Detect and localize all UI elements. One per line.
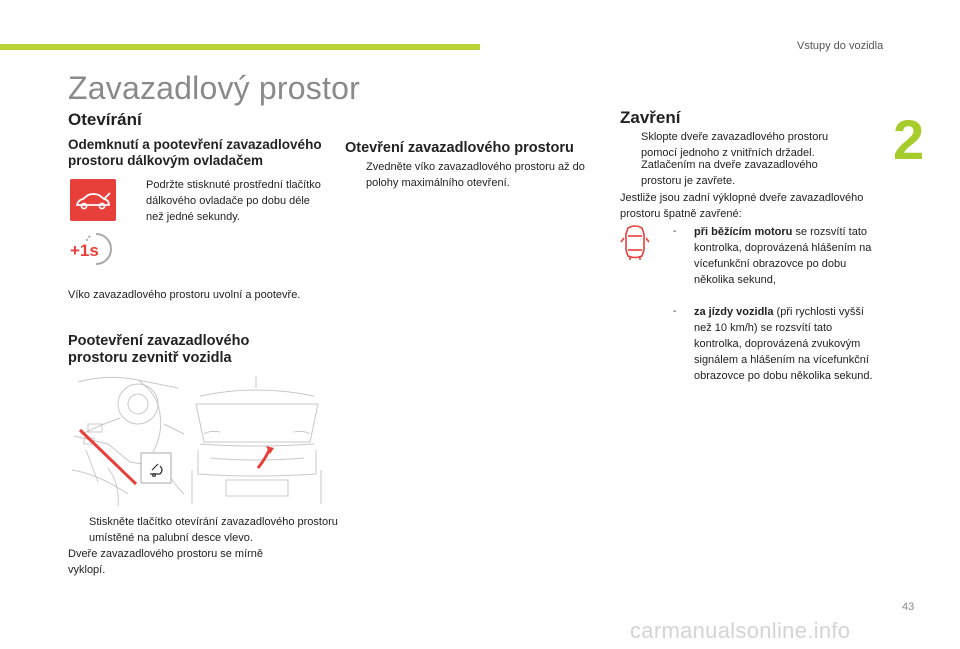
trunk-open-warning-icon [620,224,650,260]
car-rear-illustration [190,374,323,508]
remote-bullet-text: Podržte stisknuté prostřední tlačítko dálkového ovladače po dobu déle než jedné sekundy. [146,179,321,223]
closing-case-2-rest: (při rychlosti vyšší než 10 km/h) se rozsvítí tato kontrolka, doprovázená zvukovým signálem a hlášením na vícefunkční obrazovce po dobu několika sekund. [694,306,873,382]
heading-inside-line2: prostoru zevnitř vozidla [68,349,232,366]
closing-case-2 [673,304,873,384]
closing-bullet-2 [620,157,860,189]
closing-bullet-2-text: Zatlačením na dveře zavazadlového prostoru je zavřete. [641,159,818,187]
heading-remote-opening [68,137,338,169]
remote-bullet [125,177,330,225]
closing-case-2-text [673,304,873,384]
section-title: Vstupy do vozidla [797,40,884,52]
full-opening-bullet-text: Zvedněte víko zavazadlového prostoru až do polohy maximálního otevření. [366,161,585,189]
closing-warning-intro: Jestliže jsou zadní výklopné dveře zavazadlového prostoru špatně zavřené: [620,192,864,220]
dash-marker: - [673,306,677,317]
hold-1s-icon-text: +1s [70,241,99,260]
closing-case-2-bold: za jízdy vozidla [694,306,774,318]
closing-case-1-bold: při běžícím motoru [694,226,793,238]
closing-bullet-1-text: Sklopte dveře zavazadlového prostoru pomocí jednoho z vnitřních držadel. [641,131,829,159]
chapter-number: 2 [893,108,925,171]
watermark: carmanualsonline.info [630,618,851,643]
inside-result-text: Dveře zavazadlového prostoru se mírně vyklopí. [68,548,264,576]
remote-result-text: Víko zavazadlového prostoru uvolní a pootevře. [68,289,301,301]
page-number: 43 [902,601,915,613]
heading-inside-line1: Pootevření zavazadlového [68,333,250,349]
inside-bullet-text: Stiskněte tlačítko otevírání zavazadlového prostoru umístěné na palubní desce vlevo. [89,516,338,544]
page-title: Zavazadlový prostor [68,70,360,106]
heading-remote-line1: Odemknutí a pootevření zavazadlového [68,137,322,152]
hold-1s-icon [68,232,116,266]
closing-case-1 [673,224,873,288]
dashboard-illustration [68,374,186,508]
dash-marker: - [673,226,677,237]
closing-case-1-rest: se rozsvítí tato kontrolka, doprovázená hlášením na vícefunkční obrazovce po dobu několika sekund, [694,226,872,286]
heading-inside-opening [68,333,338,366]
heading-full-opening: Otevření zavazadlového prostoru [345,140,574,156]
header-accent-bar [0,44,480,50]
closing-case-1-text [673,224,873,288]
car-open-trunk-icon [70,179,116,221]
heading-closing: Zavření [620,108,681,127]
heading-opening: Otevírání [68,110,142,129]
full-opening-bullet [345,159,600,191]
inside-bullet [68,514,338,546]
heading-remote-line2: prostoru dálkovým ovladačem [68,153,264,169]
